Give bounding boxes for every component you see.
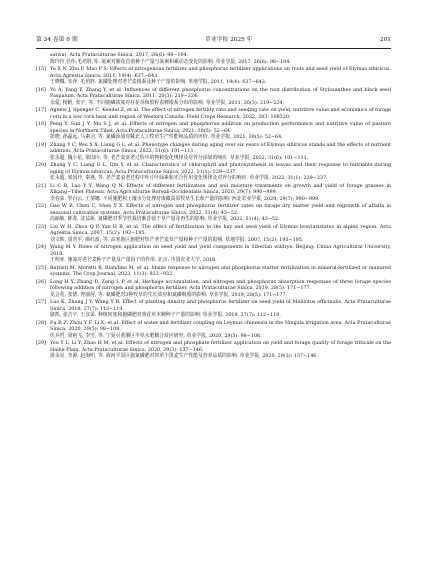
reference-item xyxy=(36,279,391,299)
reference-item xyxy=(36,320,391,340)
reference-zh: 刘文辉, 周青平, 颜红波, 等. 高寒地区施肥对短芒老芒麦草产量和种子产量的影响. 草地学报, 2007, 15(2): 193−195. xyxy=(50,236,304,243)
reference-item xyxy=(36,121,391,141)
reference-en: Liu W H, Zhou Q P, Yan H B, et al. The effect of fertilization to the hay and seed yield of Elymus breviaristatus in alpine region. Acta Agrestia Sinica, 2007, 15(2): 193−195. xyxy=(50,223,391,236)
reference-zh: 王明亚. 施氮对老芒麦种子产量及产量因子的作用. 北京: 中国农业大学, 2018. xyxy=(50,257,217,263)
reference-en: Battisti M, Moretti B, Blandino M, et al. Maize response to nitrogen and phosphorus starter fertilization in mineral-fertilized or manured systems. The Crop Journal, 2023, 11(3): 922−932. xyxy=(50,264,391,277)
header-rule xyxy=(36,48,391,49)
reference-number: [29] xyxy=(36,340,46,346)
reference-number: [27] xyxy=(36,299,46,305)
reference-items xyxy=(36,66,391,360)
reference-number: [21] xyxy=(36,182,46,189)
reference-zh: 张永超, 魏小星, 梁国玲, 等. 老芒麦衰老过程中的物候变化规律及对养分添加的响应. 草业学报, 2022, 31(6): 101−111. xyxy=(50,154,309,161)
reference-number: [19] xyxy=(36,141,46,148)
reference-item xyxy=(36,183,391,203)
reference-number: [16] xyxy=(36,86,46,93)
reference-en: Yu X N, Zhu P, Mao P S. Effects of nitrogenous fertilizer and phosphorus fertilizer applications on roots and seed yield of Elymus sibiricus. Acta Agrestia Sinica, 2011, 19(4): 637−643. xyxy=(50,66,391,79)
reference-zh: 龙会英, 张德, 曾丽萍, 等. 氮磷肥对3种牧草的生长效应和氮磷吸收的影响. 草业学报, 2019, 28(5): 171−177. xyxy=(50,291,288,298)
reference-en: Long H Y, Zhang D, Zeng L P, et al. Herbage accumulation, and nitrogen and phosphorus absorption responses of three forage species following addition of nitrogen and phosphorus fertilizer. Acta Prataculturae Sinica, 2019, 28(5): 171−177. xyxy=(50,278,391,291)
reference-item xyxy=(36,299,391,319)
reference-item xyxy=(36,244,391,264)
reference-zh: 伏兵哲, 周艳飞, 李雪, 等. 宁夏引黄灌区羊草水肥耦合效应研究. 草业学报, 2020, 29(5): 98−108. xyxy=(50,332,262,339)
reference-number: [17] xyxy=(36,107,46,113)
reference-number: [28] xyxy=(36,319,46,326)
reference-item xyxy=(36,203,391,223)
reference-number: [18] xyxy=(36,121,46,127)
reference-item xyxy=(36,66,391,86)
reference-zh: 游永亮, 李源, 赵海明, 等. 海河平原区施氮磷肥对饲草小黑麦生产性能及营养品质的影响. 草业学报, 2020, 29(3): 137−146. xyxy=(50,353,318,359)
reference-zh: 余爱, 杨帆, 张宇, 等. 不同施磷浓度对柱花草和黑籽雀稗根系分布的影响. 草业学报, 2011, 20(3): 219−224. xyxy=(50,99,285,106)
reference-item xyxy=(36,142,391,162)
reference-number: [23] xyxy=(36,223,46,230)
page-number: 201 xyxy=(379,37,391,44)
reference-en: Fu B Z, Zhou Y F, Li X, et al. Effect of water and fertilizer coupling on Leymus chinensis in the Ningxia irrigation area. Acta Prataculturae Sinica, 2020, 29(5): 98−108. xyxy=(50,319,391,332)
reference-number: [26] xyxy=(36,278,46,285)
reference-zh: 陈玲玲,任伟,毛培胜,等. 氮素对紫花苜蓿种子产量与氮素积累动态变化的影响. 草业学报, 2017, 26(6): 98−104. xyxy=(50,58,291,65)
reference-item xyxy=(36,224,391,244)
reference-continuation xyxy=(36,52,391,65)
reference-zh: 李春荣, 罗百云, 王倩娜. 不同施肥和土壤水分处理对康藏高原牧草生长和产量的影响. 西北农业学报, 2020, 29(7): 990−999. xyxy=(50,195,320,202)
reference-en: Agnew J, Spenger C, Kendel Z, et al. The effect of nitrogen fertility rate and seeding rate on yield, nutritive value and economics of forage corn in a low corn heat unit region of Western Canada. Field Crops Research, 2022, 283: 108520. xyxy=(50,107,391,120)
reference-en: Li C R, Luo Y Y, Wang Q N. Effects of different fertilization and soil moisture treatments on growth and yield of forage grasses in Xikang−Tibet Plateau. Acta Agriculturae Boreali-Occidentalis Sinica, 2020, 29(7): 990−999. xyxy=(50,182,391,195)
reference-list xyxy=(36,52,391,361)
reference-item xyxy=(36,107,391,120)
reference-number: [20] xyxy=(36,162,46,168)
reference-item xyxy=(36,265,391,278)
running-header xyxy=(36,36,391,46)
journal-title: 草业学报 2025 年 xyxy=(205,37,253,44)
reference-number: [15] xyxy=(36,66,46,72)
reference-item xyxy=(36,162,391,182)
reference-en: Yu A, Yang F, Zhang Y, et al. Influences of different phosphorus concentrations on the root distribution of Stylosanthes and black seed Paspalum. Acta Prataculturae Sinica, 2011, 20(3): 219−224. xyxy=(50,86,391,99)
reference-en: Peng Y, Sun J Y, Ma S J, et al. Effects of nitrogen and phosphorus addition on production performance and nutritive value of pasture species in Northern Tibet. Acta Prataculturae Sinica, 2021, 30(5): 52−64. xyxy=(50,121,391,134)
reference-number: [25] xyxy=(36,264,46,271)
reference-zh: 于晓娜, 朱萍, 毛培胜. 氮磷处理对老芒麦根系及种子产量的影响. 草地学报, 2011, 19(4): 637−643. xyxy=(50,79,267,85)
reference-en: You Y L, Li Y, Zhao H M, et al. Effects of nitrogen and phosphate fertilizer application on yield and forage quality of forage triticale on the Haihe Plain. Acta Prataculturae Sinica, 2020, 29(3): 137−146. xyxy=(50,340,391,353)
reference-number: [22] xyxy=(36,203,46,209)
reference-item xyxy=(36,340,391,360)
reference-zh: 彭晓, 孙磊远, 马素洁, 等. 氮磷添加对藏北人工牧草生产性能和品质的评价. 草业学报, 2021, 30(5): 52−64. xyxy=(50,134,283,140)
reference-en: Zhang Y C, Liang G L, Qin Y, et al. Characteristics of chlorophyll and photosynthesis in leaves and their response to nutrients during aging of Elymus sibiricus. Acta Prataculturae Sinica, 2022, 31(1): 229−237. xyxy=(50,162,391,175)
issue-label: 第 34 卷第 6 期 xyxy=(36,37,78,44)
reference-zh: 骆凯, 张吉宇, 王彦荣. 种植密度和施磷肥对黄花草木樨种子产量的影响. 草业学报, 2018, 27(7): 112−119. xyxy=(50,312,281,318)
reference-en: Luo K, Zhang J Y, Wang Y R. Effect of planting density and phosphorus fertilizer on seed yield of Melilotus officinalis. Acta Prataculturae Sinica, 2018, 27(7): 112−119. xyxy=(50,299,391,312)
reference-number: [24] xyxy=(36,244,46,250)
reference-en: Wang M Y. Roles of nitrogen application on seed yield and yield components in Siberian wildrye. Beijing: China Agricultural University, 2018. xyxy=(50,244,391,257)
reference-en: sativa). Acta Prataculturae Sinica, 2017, 26(6): 98−104. xyxy=(50,52,189,58)
reference-zh: 张永超, 梁国玲, 秦燕, 等. 老芒麦衰老过程中叶片叶绿素和光合作用变化规律及对养分的响应. 草业学报, 2022, 31(1): 229−237. xyxy=(50,175,328,181)
reference-item xyxy=(36,87,391,107)
reference-zh: 高丽敏, 陈春, 沈益新. 氮磷肥对季节性栽培紫苜蓿干草产量及再生的影响. 草业学报, 2022, 31(4): 43−52. xyxy=(50,216,280,222)
reference-en: Gao W B, Chen C, Shen Y X. Effects of nitrogen and phosphorus fertilizer rates on forage dry matter yield and regrowth of alfalfa in seasonal cultivation systems. Acta Prataculturae Sinica, 2022, 31(4): 43−52. xyxy=(50,203,391,216)
reference-en: Zhang Y C, Wei X X, Liang G L, et al. Phenotype changes during aging over six years of Elymus sibiricus stands and the effects of nutrient addition. Acta Prataculturae Sinica, 2022, 31(6): 101−111. xyxy=(50,141,391,154)
